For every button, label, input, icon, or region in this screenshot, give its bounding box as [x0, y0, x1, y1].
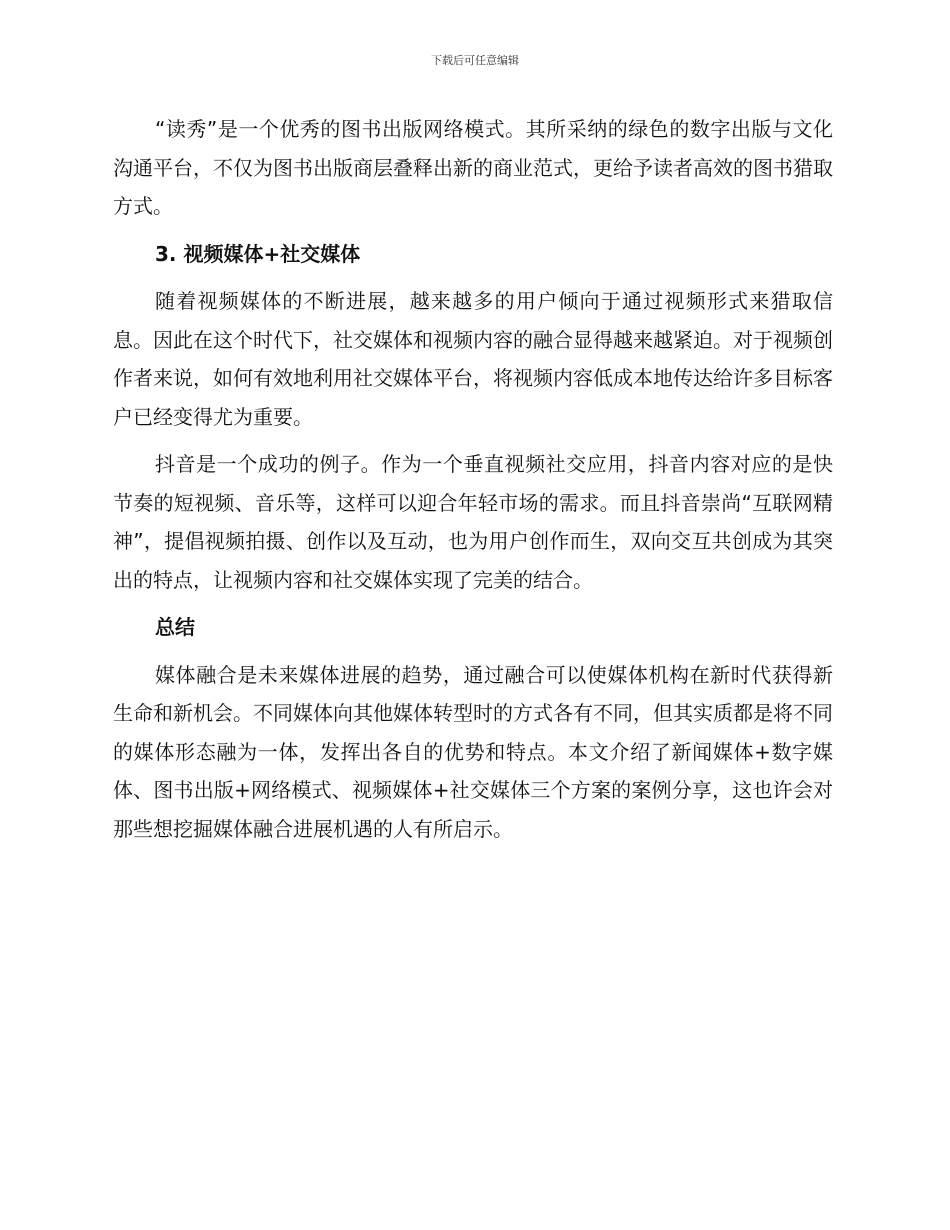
paragraph-douyin: 抖音是一个成功的例子。作为一个垂直视频社交应用，抖音内容对应的是快节奏的短视频、音乐等，这样可以迎合年轻市场的需求。而且抖音崇尚“互联网精神”，提倡视频拍摄、创作以及互动，也为用户创作而生，双向交互共创成为其突出的特点，让视频内容和社交媒体实现了完美的结合。 — [113, 452, 833, 592]
section-heading-summary: 总结 — [155, 615, 195, 639]
paragraph-summary: 媒体融合是未来媒体进展的趋势，通过融合可以使媒体机构在新时代获得新生命和新机会。不同媒体向其他媒体转型时的方式各有不同，但其实质都是将不同的媒体形态融为一体，发挥出各自的优势和特点。本文介绍了新闻媒体+数字媒体、图书出版+网络模式、视频媒体+社交媒体三个方案的案例分享，这也许会对那些想挖掘媒体融合进展机遇的人有所启示。 — [113, 662, 833, 841]
paragraph-duxiu: “读秀”是一个优秀的图书出版网络模式。其所采纳的绿色的数字出版与文化沟通平台，不仅为图书出版商层叠释出新的商业范式，更给予读者高效的图书猎取方式。 — [113, 117, 833, 218]
section-heading-video-social: 3. 视频媒体+社交媒体 — [155, 241, 361, 266]
document-body — [113, 110, 833, 857]
paragraph-video-media: 随着视频媒体的不断进展，越来越多的用户倾向于通过视频形式来猎取信息。因此在这个时代下，社交媒体和视频内容的融合显得越来越紧迫。对于视频创作者来说，如何有效地利用社交媒体平台，将视频内容低成本地传达给许多目标客户已经变得尤为重要。 — [113, 289, 833, 429]
header-note: 下载后可任意编辑 — [431, 54, 519, 67]
